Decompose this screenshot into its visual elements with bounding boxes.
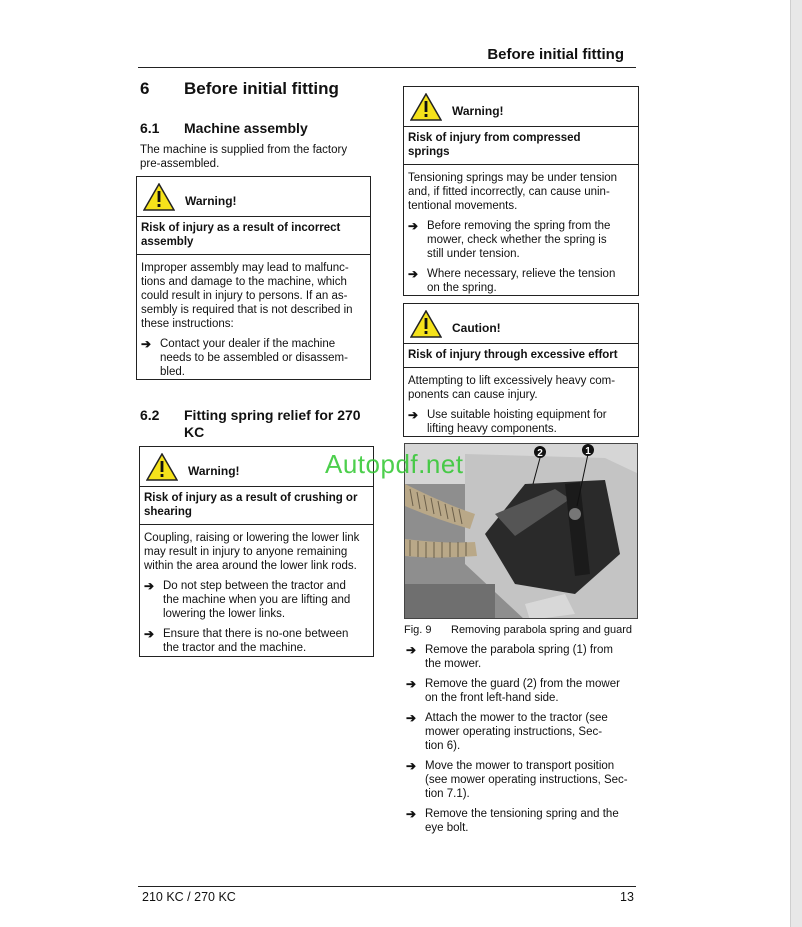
chapter-heading (140, 79, 339, 99)
warning-label: Warning! (188, 463, 240, 478)
arrow-right-icon: ➔ (144, 579, 155, 593)
chapter-number: 6 (140, 79, 150, 98)
text-line: these instructions: (141, 318, 234, 330)
text-line: the tractor and the machine. (163, 642, 307, 654)
procedure-steps (406, 643, 638, 841)
risk-statement (404, 127, 638, 159)
warning-triangle-icon (143, 183, 175, 211)
bullet-item (140, 621, 373, 655)
text-line: (see mower operating instructions, Sec- (425, 774, 628, 786)
section-title: Fitting spring relief for 270 (184, 407, 361, 423)
text-line: Move the mower to transport position (425, 760, 615, 772)
text-line: tion 6). (425, 740, 461, 752)
text-line: tentional movements. (408, 200, 518, 212)
step-item (406, 807, 638, 835)
step-item (406, 677, 638, 705)
arrow-right-icon: ➔ (406, 807, 417, 821)
text-line: the mower. (425, 658, 482, 670)
text-line: lowering the lower links. (163, 608, 286, 620)
text-line: Risk of injury as a result of incorrect (141, 222, 341, 234)
warning-label: Warning! (185, 193, 237, 208)
text-line: ponents can cause injury. (408, 389, 538, 401)
warning-body (137, 254, 370, 331)
text-line: bled. (160, 366, 185, 378)
arrow-right-icon: ➔ (408, 267, 419, 281)
text-line: Remove the guard (2) from the mower (425, 678, 620, 690)
bullet-item (137, 331, 370, 379)
footer-model: 210 KC / 270 KC (142, 890, 236, 904)
text-line: Remove the tensioning spring and the (425, 808, 619, 820)
figure-caption-text: Removing parabola spring and guard (451, 624, 633, 636)
text-line: Risk of injury from compressed (408, 132, 581, 144)
text-line: The machine is supplied from the factory (140, 144, 348, 156)
warning-header (404, 87, 638, 127)
warning-triangle-icon (410, 310, 442, 338)
text-line: Where necessary, relieve the tension (427, 268, 616, 280)
warning-header (137, 177, 370, 217)
caution-header (404, 304, 638, 344)
text-line: within the area around the lower link rods. (144, 560, 357, 572)
watermark-text: Autopdf.net (325, 449, 464, 479)
text-line: Improper assembly may lead to malfunc- (141, 262, 349, 274)
warning-label: Warning! (452, 103, 504, 118)
risk-statement (137, 217, 370, 249)
text-line: needs to be assembled or disassem- (160, 352, 348, 364)
section-title: KC (184, 424, 205, 440)
figure-number: Fig. 9 (404, 624, 432, 636)
text-line: Remove the parabola spring (1) from (425, 644, 613, 656)
text-line: mower operating instructions, Sec- (425, 726, 603, 738)
text-line: still under tension. (427, 248, 520, 260)
text-line: Tensioning springs may be under tension (408, 172, 618, 184)
text-line: Attach the mower to the tractor (see (425, 712, 608, 724)
arrow-right-icon: ➔ (408, 408, 419, 422)
warning-box-springs (403, 86, 639, 296)
text-line: Contact your dealer if the machine (160, 338, 336, 350)
text-line: on the front left-hand side. (425, 692, 559, 704)
arrow-right-icon: ➔ (406, 643, 417, 657)
text-line: Ensure that there is no-one between (163, 628, 349, 640)
section-number: 6.2 (140, 407, 160, 423)
page-number: 13 (620, 890, 634, 904)
text-line: sembly is required that is not described in (141, 304, 353, 316)
caution-body (404, 367, 638, 402)
section-heading-6-2 (140, 407, 361, 441)
text-line: mower, check whether the spring is (427, 234, 607, 246)
bullet-item (404, 213, 638, 261)
text-line: Risk of injury as a result of crushing or (144, 492, 358, 504)
footer-rule (138, 886, 636, 887)
callout-1-label: 1 (585, 446, 591, 457)
text-line: Do not step between the tractor and (163, 580, 346, 592)
text-line: the machine when you are lifting and (163, 594, 351, 606)
text-line: on the spring. (427, 282, 497, 294)
warning-body (140, 524, 373, 573)
warning-triangle-icon (410, 93, 442, 121)
arrow-right-icon: ➔ (406, 677, 417, 691)
caution-box-effort (403, 303, 639, 437)
header-rule (138, 67, 636, 68)
step-item (406, 643, 638, 671)
text-line: lifting heavy components. (427, 423, 557, 435)
intro-paragraph (140, 143, 347, 171)
bullet-item (404, 261, 638, 295)
text-line: assembly (141, 236, 194, 248)
arrow-right-icon: ➔ (406, 711, 417, 725)
text-line: Coupling, raising or lowering the lower link (144, 532, 360, 544)
chapter-title: Before initial fitting (184, 79, 339, 98)
step-item (406, 759, 638, 801)
running-header: Before initial fitting (487, 46, 624, 63)
text-line: and, if fitted incorrectly, can cause unin- (408, 186, 610, 198)
text-line: springs (408, 146, 450, 158)
text-line: Before removing the spring from the (427, 220, 611, 232)
text-line: could result in injury to persons. If an as- (141, 290, 348, 302)
text-line: Attempting to lift excessively heavy com- (408, 375, 616, 387)
risk-statement (140, 487, 373, 519)
step-item (406, 711, 638, 753)
text-line: eye bolt. (425, 822, 469, 834)
bullet-item (140, 573, 373, 621)
text-line: Risk of injury through excessive effort (408, 349, 618, 361)
text-line: tion 7.1). (425, 788, 470, 800)
callout-2-label: 2 (537, 448, 543, 459)
section-number: 6.1 (140, 120, 160, 136)
bullet-item (404, 402, 638, 436)
text-line: pre-assembled. (140, 158, 220, 170)
figure-caption (404, 624, 632, 636)
arrow-right-icon: ➔ (141, 337, 152, 351)
risk-statement (404, 344, 638, 362)
arrow-right-icon: ➔ (144, 627, 155, 641)
warning-box-assembly (136, 176, 371, 380)
section-heading-6-1 (140, 120, 308, 137)
text-line: may result in injury to anyone remaining (144, 546, 348, 558)
warning-triangle-icon (146, 453, 178, 481)
caution-label: Caution! (452, 320, 501, 335)
arrow-right-icon: ➔ (406, 759, 417, 773)
section-title: Machine assembly (184, 120, 308, 136)
text-line: shearing (144, 506, 192, 518)
arrow-right-icon: ➔ (408, 219, 419, 233)
text-line: Use suitable hoisting equipment for (427, 409, 607, 421)
text-line: tions and damage to the machine, which (141, 276, 347, 288)
warning-body (404, 164, 638, 213)
viewer-scrollbar[interactable] (790, 0, 802, 927)
